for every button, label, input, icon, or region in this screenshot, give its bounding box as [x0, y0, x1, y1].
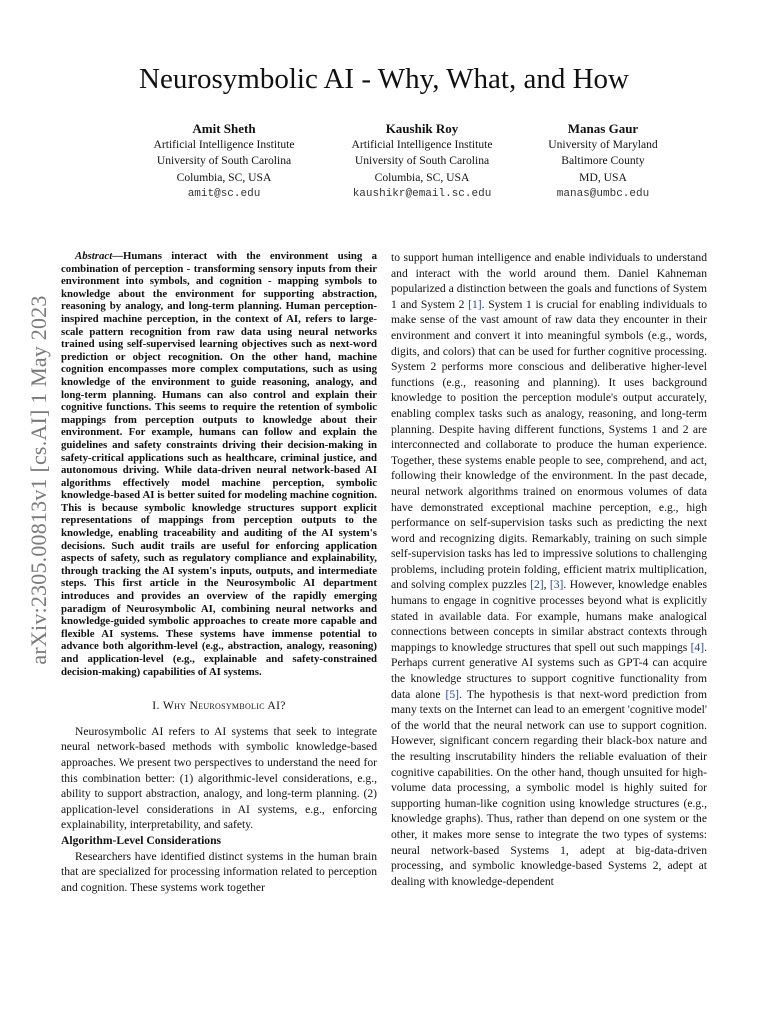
abstract-dash: —	[112, 250, 123, 262]
citation-link[interactable]: [5]	[445, 687, 460, 701]
text-run: . The hypothesis is that next-word prediction from many texts on the Internet can lead to an emergent 'cognitive model' of the world that the neural network can use to support cognition. However, significant concern regarding their black-box nature and the resulting inscrutability hinders the reliable evaluation of their cognitive capabilities. On the other hand, though unsuited for high-volume data processing, a symbolic model is highly suited for supporting human-like cognition using knowledge structures (e.g., knowledge graphs). Thus, rather than depend on one system or the other, it makes more sense to integrate the two types of systems: neural network-based Systems 1, adept at big-data-driven processing, and symbolic knowledge-based Systems 2, adept at dealing with knowledge-dependent	[391, 687, 707, 888]
author-name: Amit Sheth	[192, 121, 256, 136]
section-title: Why Neurosymbolic AI?	[162, 699, 286, 713]
author-affiliation: University of South Carolina	[354, 154, 490, 168]
author-affiliation: Artificial Intelligence Institute	[351, 138, 493, 151]
text-run: . System 1 is crucial for enabling individuals to make sense of the vast amount of raw data they encounter in their environment and convert it into meaningful symbols (e.g., words, digits, and colors) that can be used for further cognitive processing. System 2 performs more conscious and deliberative higher-level functions (e.g., reasoning and planning). It uses background knowledge to position the perception module's output accurately, enabling complex tasks such as analogy, reasoning, and long-term planning. Despite having different functions, Systems 1 and 2 are interconnected and collaborate to produce the human experience. Together, these systems enable people to see, comprehend, and act, following their knowledge of the environment. In the past decade, neural network algorithms trained on enormous volumes of data have demonstrated exceptional machine perception, e.g., high performance on self-supervision tasks such as predicting the next word and recognizing digits. Remarkably, training on such simple self-supervision tasks has led to impressive solutions to challenging problems, including protein folding, efficient matrix multiplication, and solving complex puzzles	[391, 297, 707, 592]
citation-link[interactable]: [2]	[530, 578, 544, 592]
author-location: MD, USA	[579, 170, 627, 184]
abstract-label: Abstract	[75, 250, 113, 262]
abstract-text: Humans interact with the environment using a combination of perception - transforming sensory inputs from their environment into symbols, and cognition - mapping symbols to knowledge about the environment for supporting abstraction, reasoning by analogy, and long-term planning. Human perception-inspired machine perception, in the context of AI, refers to large-scale pattern recognition from raw data using neural networks trained using self-supervised learning objectives such as next-word prediction or object recognition. On the other hand, machine cognition encompasses more complex computations, such as using knowledge of the environment to guide reasoning, analogy, and long-term planning. Humans can also control and explain their cognitive functions. This seems to require the retention of symbolic mappings from perception outputs to knowledge about their environment. For example, humans can follow and explain the guidelines and safety constraints driving their decision-making in safety-critical applications such as healthcare, criminal justice, and autonomous driving. While data-driven neural network-based AI algorithms effectively model machine perception, symbolic knowledge-based AI is better suited for modeling machine cognition. This is because symbolic knowledge structures support explicit representations of mappings from perception outputs to the knowledge, enabling traceability and auditing of the AI system's decisions. Such audit trails are useful for enforcing application aspects of safety, such as regulatory compliance and explainability, through tracking the AI system's inputs, outputs, and intermediate steps. This first article in the Neurosymbolic AI department introduces and provides an overview of the rapidly emerging paradigm of Neurosymbolic AI, combining neural networks and knowledge-guided symbolic approaches to create more capable and flexible AI systems. These systems have immense potential to advance both algorithm-level (e.g., abstraction, analogy, reasoning) and application-level (e.g., explainable and safety-constrained decision-making) capabilities of AI systems.	[61, 250, 377, 678]
citation-link[interactable]: [4]	[690, 640, 705, 654]
author-3	[508, 120, 698, 203]
left-column	[61, 250, 377, 895]
right-column	[391, 250, 707, 889]
author-email[interactable]: kaushikr@email.sc.edu	[352, 188, 492, 201]
author-location: Columbia, SC, USA	[374, 170, 470, 184]
author-2	[327, 120, 517, 203]
paper-title: Neurosymbolic AI - Why, What, and How	[139, 63, 629, 95]
author-email[interactable]: manas@umbc.edu	[556, 188, 650, 201]
author-affiliation: Artificial Intelligence Institute	[153, 138, 295, 151]
author-email[interactable]: amit@sc.edu	[187, 188, 261, 201]
subsection-heading: Algorithm-Level Considerations	[61, 833, 222, 847]
text-run: . Perhaps current generative AI systems such as GPT-4 can acquire the knowledge structures to support cognitive functionality from data alone	[391, 640, 707, 701]
author-name: Manas Gaur	[567, 121, 639, 136]
author-affiliation: University of South Carolina	[156, 154, 292, 168]
text-run: . However, knowledge enables humans to engage in cognitive processes beyond what is explicitly stated in available data. For example, humans make analogical connections between concepts in similar abstract contexts through mappings to knowledge structures that spell out such mappings	[391, 578, 708, 654]
author-affiliation: Baltimore County	[561, 154, 645, 168]
arxiv-identifier	[23, 255, 55, 705]
author-affiliation: University of Maryland	[548, 138, 658, 151]
text-run: ,	[543, 578, 550, 592]
author-location: Columbia, SC, USA	[176, 170, 272, 184]
paragraph: Researchers have identified distinct systems in the human brain that are specialized for processing information related to perception and cognition. These systems work together	[61, 849, 377, 894]
author-1	[129, 120, 319, 203]
citation-link[interactable]: [1]	[468, 297, 482, 311]
section-numeral: I.	[152, 699, 160, 713]
section-heading	[61, 698, 377, 714]
citation-link[interactable]: [3]	[549, 578, 564, 592]
abstract	[61, 250, 377, 678]
text-run: to support human intelligence and enable individuals to understand and interact with the world around them. Daniel Kahneman popularized a distinction between the goals and functions of System 1 and System 2	[391, 251, 707, 311]
paragraph	[391, 250, 707, 889]
author-name: Kaushik Roy	[385, 121, 459, 136]
arxiv-identifier-text: arXiv:2305.00813v1 [cs.AI] 1 May 2023	[26, 295, 51, 665]
paragraph: Neurosymbolic AI refers to AI systems that seek to integrate neural network-based methods with symbolic knowledge-based approaches. We present two perspectives to understand the need for this combination better: (1) algorithmic-level considerations, e.g., ability to support abstraction, analogy, and long-term planning. (2) application-level considerations in AI systems, e.g., enforcing explainability, interpretability, and safety.	[61, 724, 377, 832]
